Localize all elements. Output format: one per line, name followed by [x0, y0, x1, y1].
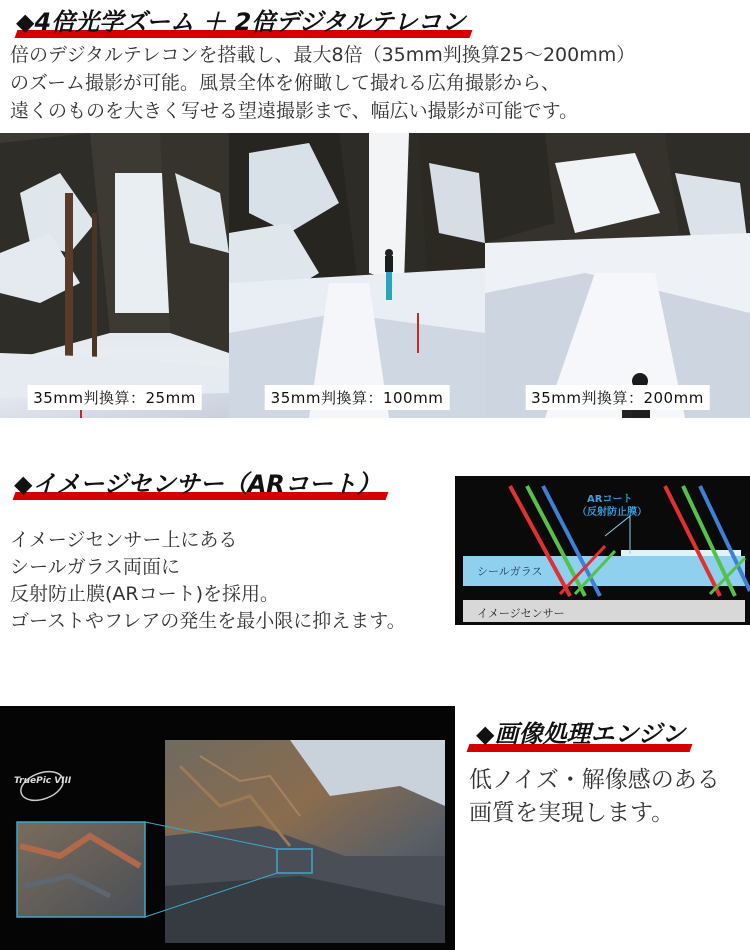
seal-glass-label: シールガラス — [477, 565, 543, 578]
zoom-description — [10, 41, 740, 125]
rock-cliff-image — [0, 706, 455, 950]
sample-photo-25mm — [0, 133, 229, 418]
engine-desc-line: 低ノイズ・解像感のある — [469, 767, 720, 793]
sensor-description — [10, 527, 460, 635]
zoom-heading — [16, 10, 465, 34]
ar-coat-diagram — [455, 476, 750, 625]
zoom-heading-text: ◆4倍光学ズーム ＋ 2倍デジタルテレコン — [16, 8, 466, 36]
sample-photo-200mm — [485, 133, 750, 418]
engine-description — [469, 764, 749, 830]
engine-heading-text: ◆画像処理エンジン — [476, 720, 686, 748]
snow-forest-tele-image — [485, 133, 750, 418]
truepic-logo: TruePic VIII — [14, 776, 72, 786]
zoom-desc-line: 倍のデジタルテレコンを搭載し、最大8倍（35mm判換算25～200mm） — [10, 44, 636, 66]
photo-caption-100mm: 35mm判換算：100mm — [265, 385, 450, 410]
photo-caption-200mm: 35mm判換算：200mm — [525, 385, 710, 410]
snow-forest-wide-image — [0, 133, 229, 418]
sensor-heading — [14, 472, 381, 496]
image-sensor-label: イメージセンサー — [477, 607, 565, 620]
sensor-desc-line: ゴーストやフレアの発生を最小限に抑えます。 — [10, 610, 406, 632]
sensor-desc-line: イメージセンサー上にある — [10, 529, 238, 551]
zoom-desc-line: 遠くのものを大きく写せる望遠撮影まで、幅広い撮影が可能です。 — [10, 100, 579, 122]
zoom-sample-photos — [0, 133, 750, 418]
engine-desc-line: 画質を実現します。 — [469, 800, 675, 826]
sample-photo-100mm — [229, 133, 485, 418]
ar-coat-label: ARコート — [587, 494, 633, 505]
sensor-heading-text: ◆イメージセンサー（ARコート） — [14, 470, 381, 498]
engine-image-panel — [0, 706, 455, 950]
sensor-desc-line: 反射防止膜(ARコート)を採用。 — [10, 583, 280, 605]
photo-caption-25mm: 35mm判換算：25mm — [27, 385, 202, 410]
sensor-desc-line: シールガラス両面に — [10, 556, 181, 578]
snow-forest-mid-image — [229, 133, 485, 418]
ar-coat-sub-label: （反射防止膜） — [577, 507, 647, 518]
zoom-desc-line: のズーム撮影が可能。風景全体を俯瞰して撮れる広角撮影から、 — [10, 72, 561, 94]
engine-heading — [476, 722, 685, 746]
